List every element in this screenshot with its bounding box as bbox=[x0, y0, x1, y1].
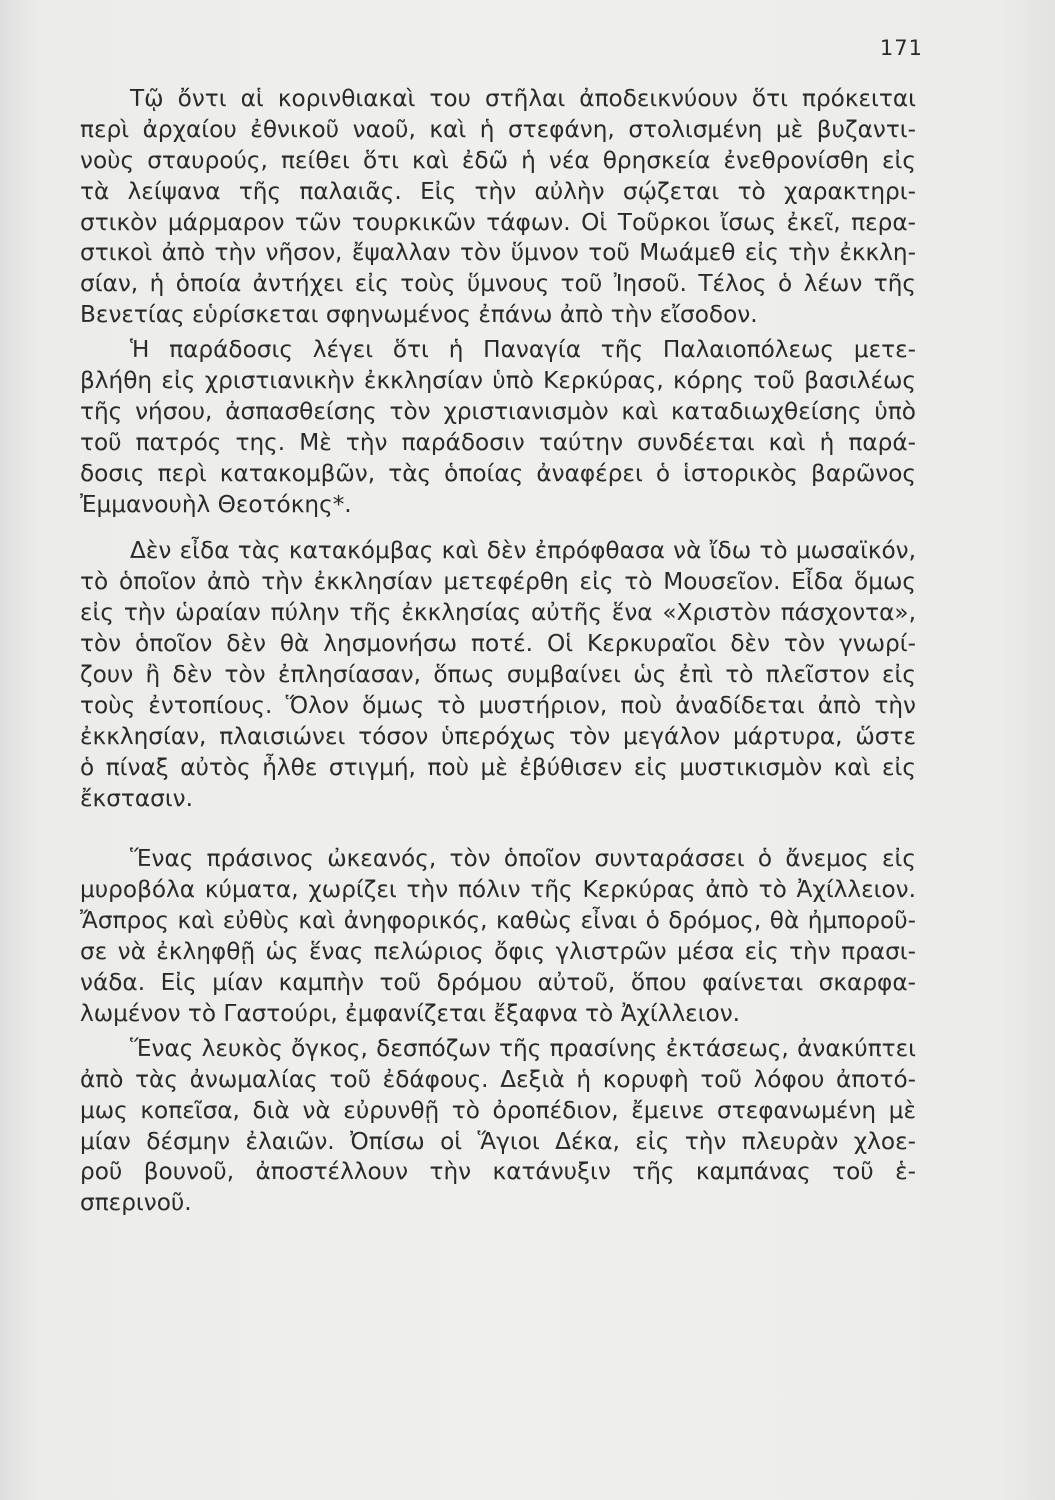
text-line: τὰ λείψανα τῆς παλαιᾶς. Εἰς τὴν αὐλὴν σῴζεται τὸ χαρακτηρι- bbox=[80, 177, 916, 205]
text-line: ἔκστασιν. bbox=[80, 784, 194, 812]
text-line: μίαν δέσμην ἐλαιῶν. Ὀπίσω οἱ Ἅγιοι Δέκα, εἰς τὴν πλευρὰν χλοε- bbox=[80, 1127, 916, 1155]
body-text bbox=[80, 84, 916, 1219]
text-line: Ἐμμανουὴλ Θεοτόκης*. bbox=[80, 490, 352, 518]
text-line: ἀπὸ τὰς ἀνωμαλίας τοῦ ἐδάφους. Δεξιὰ ἡ κορυφὴ τοῦ λόφου ἀποτό- bbox=[80, 1065, 916, 1093]
page-number: 171 bbox=[879, 36, 923, 60]
text-line: τὸ ὁποῖον ἀπὸ τὴν ἐκκλησίαν μετεφέρθη εἰς τὸ Μουσεῖον. Εἶδα ὅμως bbox=[80, 568, 916, 596]
text-line: Βενετίας εὑρίσκεται σφηνωμένος ἐπάνω ἀπὸ τὴν εἴσοδον. bbox=[80, 301, 758, 329]
text-line: ζουν ἢ δὲν τὸν ἐπλησίασαν, ὅπως συμβαίνει ὡς ἐπὶ τὸ πλεῖστον εἰς bbox=[80, 661, 916, 689]
paragraph-5 bbox=[80, 1034, 916, 1219]
text-line: Ἄσπρος καὶ εὐθὺς καὶ ἀνηφορικός, καθὼς εἶναι ὁ δρόμος, θὰ ἠμποροῦ- bbox=[80, 907, 916, 935]
paragraph-3 bbox=[80, 536, 916, 814]
text-line: Τῷ ὄντι αἱ κορινθιακαὶ του στῆλαι ἀποδεικνύουν ὅτι πρόκειται bbox=[130, 85, 916, 112]
paragraph-1 bbox=[80, 84, 916, 331]
text-line: στικὸν μάρμαρον τῶν τουρκικῶν τάφων. Οἱ Τοῦρκοι ἴσως ἐκεῖ, περα- bbox=[80, 208, 916, 236]
text-line: λωμένον τὸ Γαστούρι, ἐμφανίζεται ἔξαφνα τὸ Ἀχίλλειον. bbox=[80, 999, 741, 1027]
text-line: στικοὶ ἀπὸ τὴν νῆσον, ἔψαλλαν τὸν ὕμνον τοῦ Μωάμεθ εἰς τὴν ἐκκλη- bbox=[80, 239, 916, 267]
text-line: τὸν ὁποῖον δὲν θὰ λησμονήσω ποτέ. Οἱ Κερκυραῖοι δὲν τὸν γνωρί- bbox=[80, 630, 916, 658]
paragraph-4 bbox=[80, 844, 916, 1029]
text-line: Ἕνας λευκὸς ὄγκος, δεσπόζων τῆς πρασίνης ἐκτάσεως, ἀνακύπτει bbox=[130, 1034, 916, 1062]
text-line: Ἡ παράδοσις λέγει ὅτι ἡ Παναγία τῆς Παλαιοπόλεως μετε- bbox=[130, 336, 916, 364]
text-line: σε νὰ ἐκληφθῇ ὡς ἕνας πελώριος ὄφις γλιστρῶν μέσα εἰς τὴν πρασι- bbox=[80, 938, 916, 966]
text-line: τῆς νήσου, ἀσπασθείσης τὸν χριστιανισμὸν καὶ καταδιωχθείσης ὑπὸ bbox=[80, 397, 916, 425]
text-line: ροῦ βουνοῦ, ἀποστέλλουν τὴν κατάνυξιν τῆς καμπάνας τοῦ ἑ- bbox=[80, 1158, 916, 1186]
paragraph-2 bbox=[80, 335, 916, 520]
text-line: μως κοπεῖσα, διὰ νὰ εὐρυνθῇ τὸ ὀροπέδιον, ἔμεινε στεφανωμένη μὲ bbox=[80, 1096, 916, 1124]
text-line: ὁ πίναξ αὐτὸς ἦλθε στιγμή, ποὺ μὲ ἐβύθισεν εἰς μυστικισμὸν καὶ εἰς bbox=[80, 753, 916, 781]
text-line: νοὺς σταυρούς, πείθει ὅτι καὶ ἐδῶ ἡ νέα θρησκεία ἐνεθρονίσθη εἰς bbox=[80, 146, 916, 174]
text-line: Ἕνας πράσινος ὠκεανός, τὸν ὁποῖον συνταράσσει ὁ ἄνεμος εἰς bbox=[130, 845, 916, 873]
text-line: τοὺς ἐντοπίους. Ὅλον ὅμως τὸ μυστήριον, ποὺ ἀναδίδεται ἀπὸ τὴν bbox=[80, 691, 916, 719]
text-line: νάδα. Εἰς μίαν καμπὴν τοῦ δρόμου αὐτοῦ, ὅπου φαίνεται σκαρφα- bbox=[80, 969, 916, 997]
text-line: μυροβόλα κύματα, χωρίζει τὴν πόλιν τῆς Κερκύρας ἀπὸ τὸ Ἀχίλλειον. bbox=[80, 876, 916, 904]
text-line: Δὲν εἶδα τὰς κατακόμβας καὶ δὲν ἐπρόφθασα νὰ ἴδω τὸ μωσαϊκόν, bbox=[130, 537, 916, 565]
text-line: σίαν, ἡ ὁποία ἀντήχει εἰς τοὺς ὕμνους τοῦ Ἰησοῦ. Τέλος ὁ λέων τῆς bbox=[80, 270, 916, 298]
text-line: τοῦ πατρός της. Μὲ τὴν παράδοσιν ταύτην συνδέεται καὶ ἡ παρά- bbox=[80, 428, 916, 456]
text-line: περὶ ἀρχαίου ἐθνικοῦ ναοῦ, καὶ ἡ στεφάνη, στολισμένη μὲ βυζαντι- bbox=[80, 115, 916, 143]
text-line: σπερινοῦ. bbox=[80, 1189, 192, 1217]
text-line: ἐκκλησίαν, πλαισιώνει τόσον ὑπερόχως τὸν μεγάλον μάρτυρα, ὥστε bbox=[80, 722, 916, 750]
text-line: βλήθη εἰς χριστιανικὴν ἐκκλησίαν ὑπὸ Κερκύρας, κόρης τοῦ βασιλέως bbox=[80, 367, 916, 395]
text-line: εἰς τὴν ὡραίαν πύλην τῆς ἐκκλησίας αὐτῆς ἕνα «Χριστὸν πάσχοντα», bbox=[80, 599, 916, 627]
text-line: δοσις περὶ κατακομβῶν, τὰς ὁποίας ἀναφέρει ὁ ἱστορικὸς βαρῶνος bbox=[80, 459, 916, 487]
